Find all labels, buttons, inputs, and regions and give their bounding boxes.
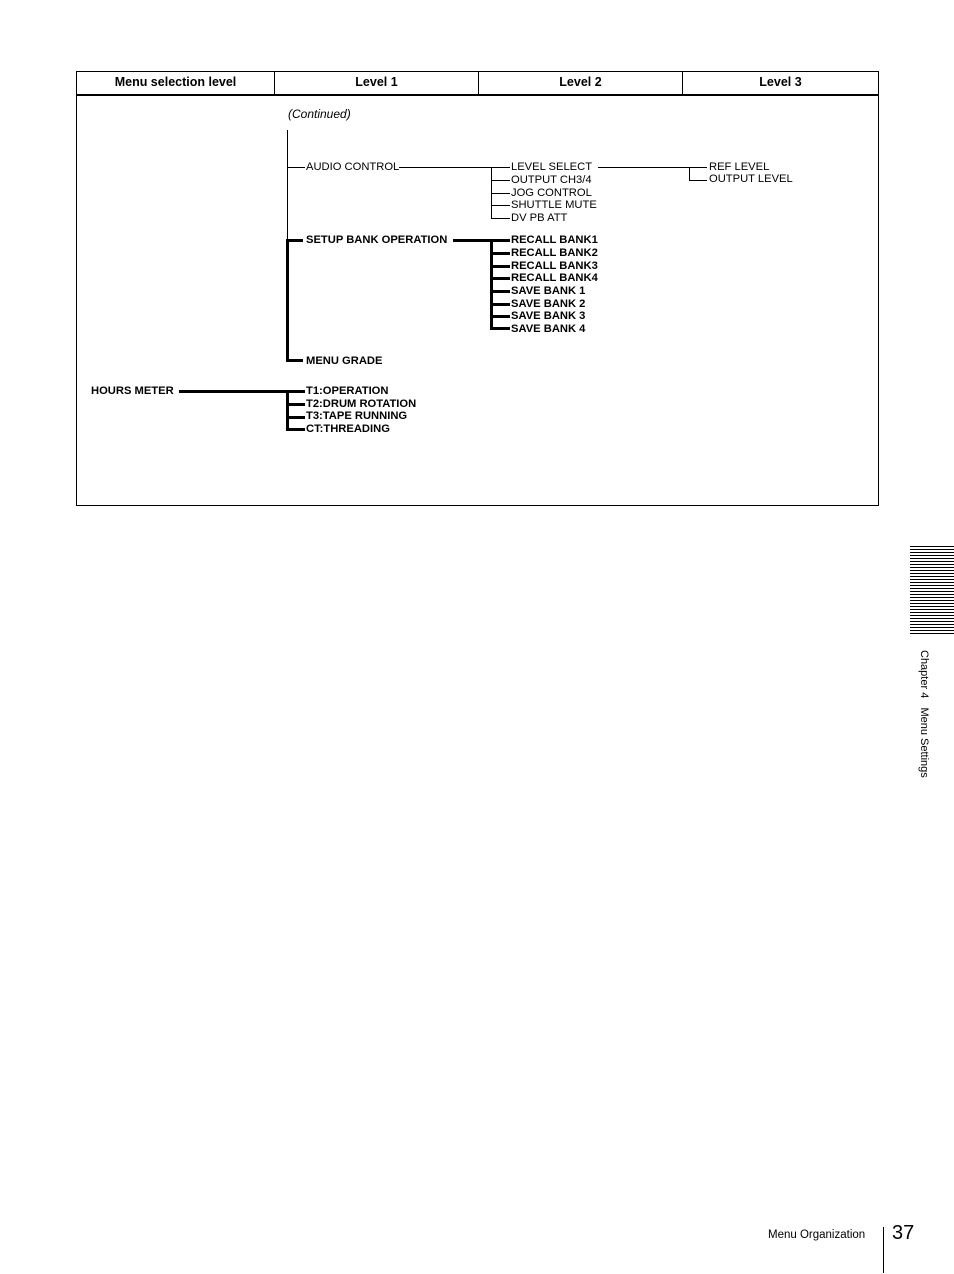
tree-branch-line [490, 252, 510, 255]
table-header [77, 72, 878, 96]
tree-branch-line [490, 315, 510, 318]
tree-branch-line [490, 277, 510, 280]
chapter-tab-stripes [910, 546, 954, 638]
tree-branch-line [286, 403, 305, 406]
tree-branch-line [491, 218, 510, 219]
menu-item-save-bank-2: SAVE BANK 2 [511, 298, 586, 310]
menu-item-ct-threading: CT:THREADING [306, 423, 390, 435]
tree-branch-line [491, 205, 510, 206]
tree-trunk-line [286, 391, 289, 431]
header-level-2: Level 2 [479, 72, 683, 94]
menu-item-save-bank-1: SAVE BANK 1 [511, 285, 586, 297]
tree-trunk-line [286, 240, 289, 362]
tree-branch-line [453, 239, 510, 242]
menu-item-jog-control: JOG CONTROL [511, 187, 592, 199]
tree-trunk-line [287, 130, 288, 240]
tree-trunk-line [689, 167, 690, 180]
footer-divider [883, 1227, 884, 1273]
menu-item-t3-tape-running: T3:TAPE RUNNING [306, 410, 408, 422]
menu-item-t1-operation: T1:OPERATION [306, 385, 389, 397]
menu-item-recall-bank2: RECALL BANK2 [511, 247, 598, 259]
tree-branch-line [490, 327, 510, 330]
tree-branch-line [286, 359, 303, 362]
menu-tree-table [76, 71, 879, 506]
menu-item-menu-grade: MENU GRADE [306, 355, 383, 367]
menu-item-dv-pb-att: DV PB ATT [511, 212, 568, 224]
tree-branch-line [689, 180, 707, 181]
menu-item-save-bank-4: SAVE BANK 4 [511, 323, 586, 335]
chapter-label: Chapter 4 Menu Settings [918, 650, 930, 778]
header-menu-selection-level: Menu selection level [77, 72, 275, 94]
continued-label: (Continued) [288, 107, 351, 121]
tree-branch-line [286, 416, 305, 419]
menu-item-recall-bank1: RECALL BANK1 [511, 234, 598, 246]
tree-branch-line [286, 239, 303, 242]
tree-branch-line [491, 180, 510, 181]
header-level-3: Level 3 [759, 75, 802, 89]
menu-item-output-ch3-4: OUTPUT CH3/4 [511, 174, 592, 186]
page-number: 37 [892, 1222, 915, 1244]
tree-branch-line [490, 265, 510, 268]
tree-branch-line [286, 428, 305, 431]
footer-section-label: Menu Organization [768, 1229, 866, 1241]
tree-branch-line [490, 290, 510, 293]
menu-item-recall-bank4: RECALL BANK4 [511, 272, 598, 284]
menu-item-shuttle-mute: SHUTTLE MUTE [511, 199, 597, 211]
tree-branch-line [399, 167, 510, 168]
tree-branch-line [287, 167, 305, 168]
tree-branch-line [598, 167, 707, 168]
menu-item-output-level: OUTPUT LEVEL [709, 173, 793, 185]
menu-item-ref-level: REF LEVEL [709, 161, 770, 173]
menu-item-t2-drum-rotation: T2:DRUM ROTATION [306, 398, 417, 410]
menu-item-level-select: LEVEL SELECT [511, 161, 593, 173]
menu-item-hours-meter: HOURS METER [91, 385, 174, 397]
tree-branch-line [491, 193, 510, 194]
menu-item-setup-bank-operation: SETUP BANK OPERATION [306, 234, 448, 246]
menu-item-save-bank-3: SAVE BANK 3 [511, 310, 586, 322]
menu-item-audio-control: AUDIO CONTROL [306, 161, 400, 173]
menu-item-recall-bank3: RECALL BANK3 [511, 260, 598, 272]
tree-branch-line [490, 303, 510, 306]
header-level-1: Level 1 [275, 72, 479, 94]
